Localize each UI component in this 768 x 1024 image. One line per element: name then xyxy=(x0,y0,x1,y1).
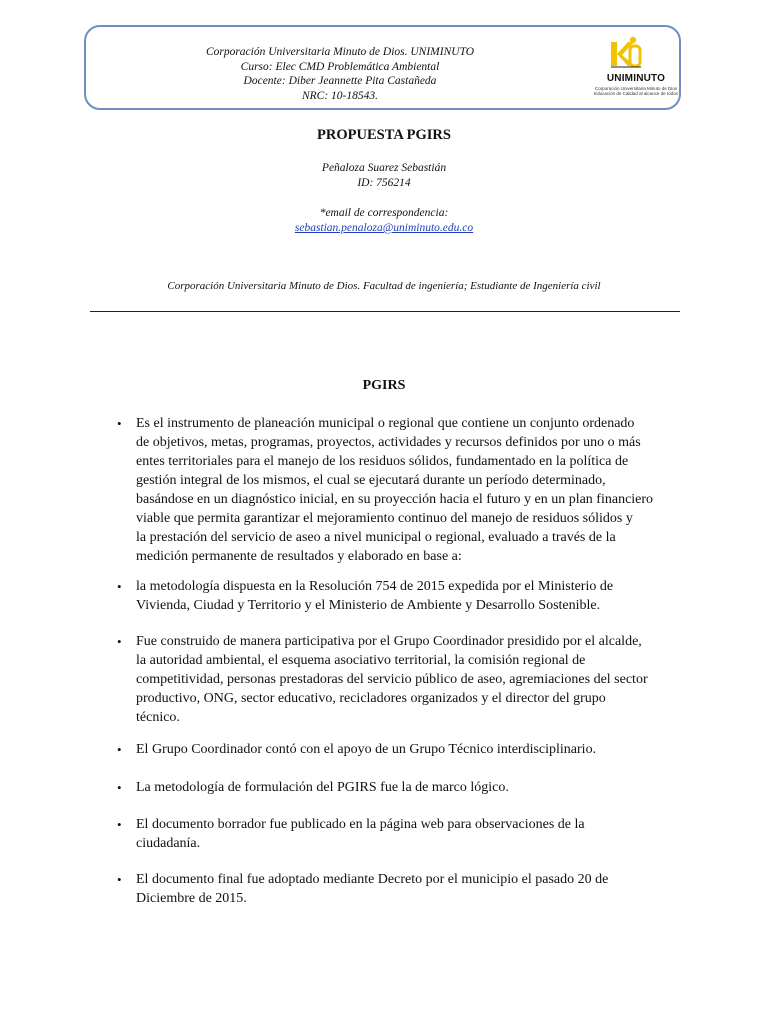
document-title: PROPUESTA PGIRS xyxy=(317,127,451,143)
divider-rule xyxy=(90,311,680,312)
bullet-line: Es el instrumento de planeación municipal o regional que contiene un conjunto ordenado xyxy=(136,416,635,431)
section-title: PGIRS xyxy=(362,378,406,393)
bullet-line: El documento borrador fue publicado en la página web para observaciones de la xyxy=(136,817,585,832)
bullet-line: El documento final fue adoptado mediante Decreto por el municipio el pasado 20 de xyxy=(136,872,609,887)
bullet-dot: • xyxy=(117,872,122,887)
uniminuto-logo-mark xyxy=(608,34,644,70)
bullet-line: La metodología de formulación del PGIRS fue la de marco lógico. xyxy=(136,780,509,795)
bullet-line: competitividad, personas prestadoras del servicio público de aseo, agremiaciones del sector xyxy=(136,672,648,687)
bullet-dot: • xyxy=(117,579,122,594)
logo-name: UNIMINUTO xyxy=(606,73,666,84)
author-id: ID: 756214 xyxy=(357,177,411,189)
bullet-line: viable que permita garantizar el mejoramiento continuo del manejo de residuos sólidos y xyxy=(136,511,633,526)
email-label: *email de correspondencia: xyxy=(319,207,449,219)
bullet-line: de objetivos, metas, programas, proyectos, actividades y recursos definidos por uno o más xyxy=(136,435,641,450)
bullet-line: El Grupo Coordinador contó con el apoyo de un Grupo Técnico interdisciplinario. xyxy=(136,742,597,757)
header-info xyxy=(150,45,530,103)
bullet-dot: • xyxy=(117,416,122,431)
logo-tagline-2: Educación de Calidad al alcance de todos xyxy=(594,91,678,96)
bullet-line: la autoridad ambiental, el esquema asociativo territorial, la comisión regional de xyxy=(136,653,586,668)
affiliation: Corporación Universitaria Minuto de Dios. Facultad de ingeniería; Estudiante de Ingeniería civil xyxy=(167,280,601,292)
bullet-line: la metodología dispuesta en la Resolución 754 de 2015 expedida por el Ministerio de xyxy=(136,579,614,594)
bullet-dot: • xyxy=(117,817,122,832)
bullet-line: basándose en un diagnóstico inicial, en su proyección hacia el futuro y en un plan financiero xyxy=(136,492,654,507)
bullet-line: productivo, ONG, sector educativo, recicladores organizados y el director del grupo xyxy=(136,691,606,706)
bullet-dot: • xyxy=(117,780,122,795)
bullet-line: ciudadanía. xyxy=(136,836,201,851)
bullet-dot: • xyxy=(117,634,122,649)
bullet-line: la prestación del servicio de aseo a nivel municipal o regional, evaluado a través de la xyxy=(136,530,616,545)
institution-line: Corporación Universitaria Minuto de Dios. UNIMINUTO xyxy=(205,46,475,58)
bullet-dot: • xyxy=(117,742,122,757)
logo-tagline xyxy=(586,86,686,96)
course-line: Curso: Elec CMD Problemática Ambiental xyxy=(240,60,440,73)
bullet-line: gestión integral de los mismos, el cual se ejecutará durante un período determinado, xyxy=(136,473,606,488)
teacher-line: Docente: Diber Jeannette Pita Castañeda xyxy=(243,75,437,87)
bullet-line: medición permanente de resultados y elaborado en base a: xyxy=(136,549,462,564)
author-name: Peñaloza Suarez Sebastián xyxy=(321,162,447,174)
email-link[interactable]: sebastian.penaloza@uniminuto.edu.co xyxy=(294,222,474,234)
bullet-line: Fue construido de manera participativa por el Grupo Coordinador presidido por el alcalde, xyxy=(136,634,642,649)
uniminuto-logo xyxy=(586,30,686,98)
bullet-line: Diciembre de 2015. xyxy=(136,891,247,906)
author-block xyxy=(0,161,768,191)
nrc-line: NRC: 10-18543. xyxy=(301,89,379,102)
bullet-line: Vivienda, Ciudad y Territorio y el Ministerio de Ambiente y Desarrollo Sostenible. xyxy=(136,598,601,613)
bullet-line: entes territoriales para el manejo de los residuos sólidos, fundamentado en la política de xyxy=(136,454,629,469)
bullet-line: técnico. xyxy=(136,710,180,725)
logo-tagline-1: Corporación Universitaria Minuto de Dios xyxy=(594,86,678,91)
